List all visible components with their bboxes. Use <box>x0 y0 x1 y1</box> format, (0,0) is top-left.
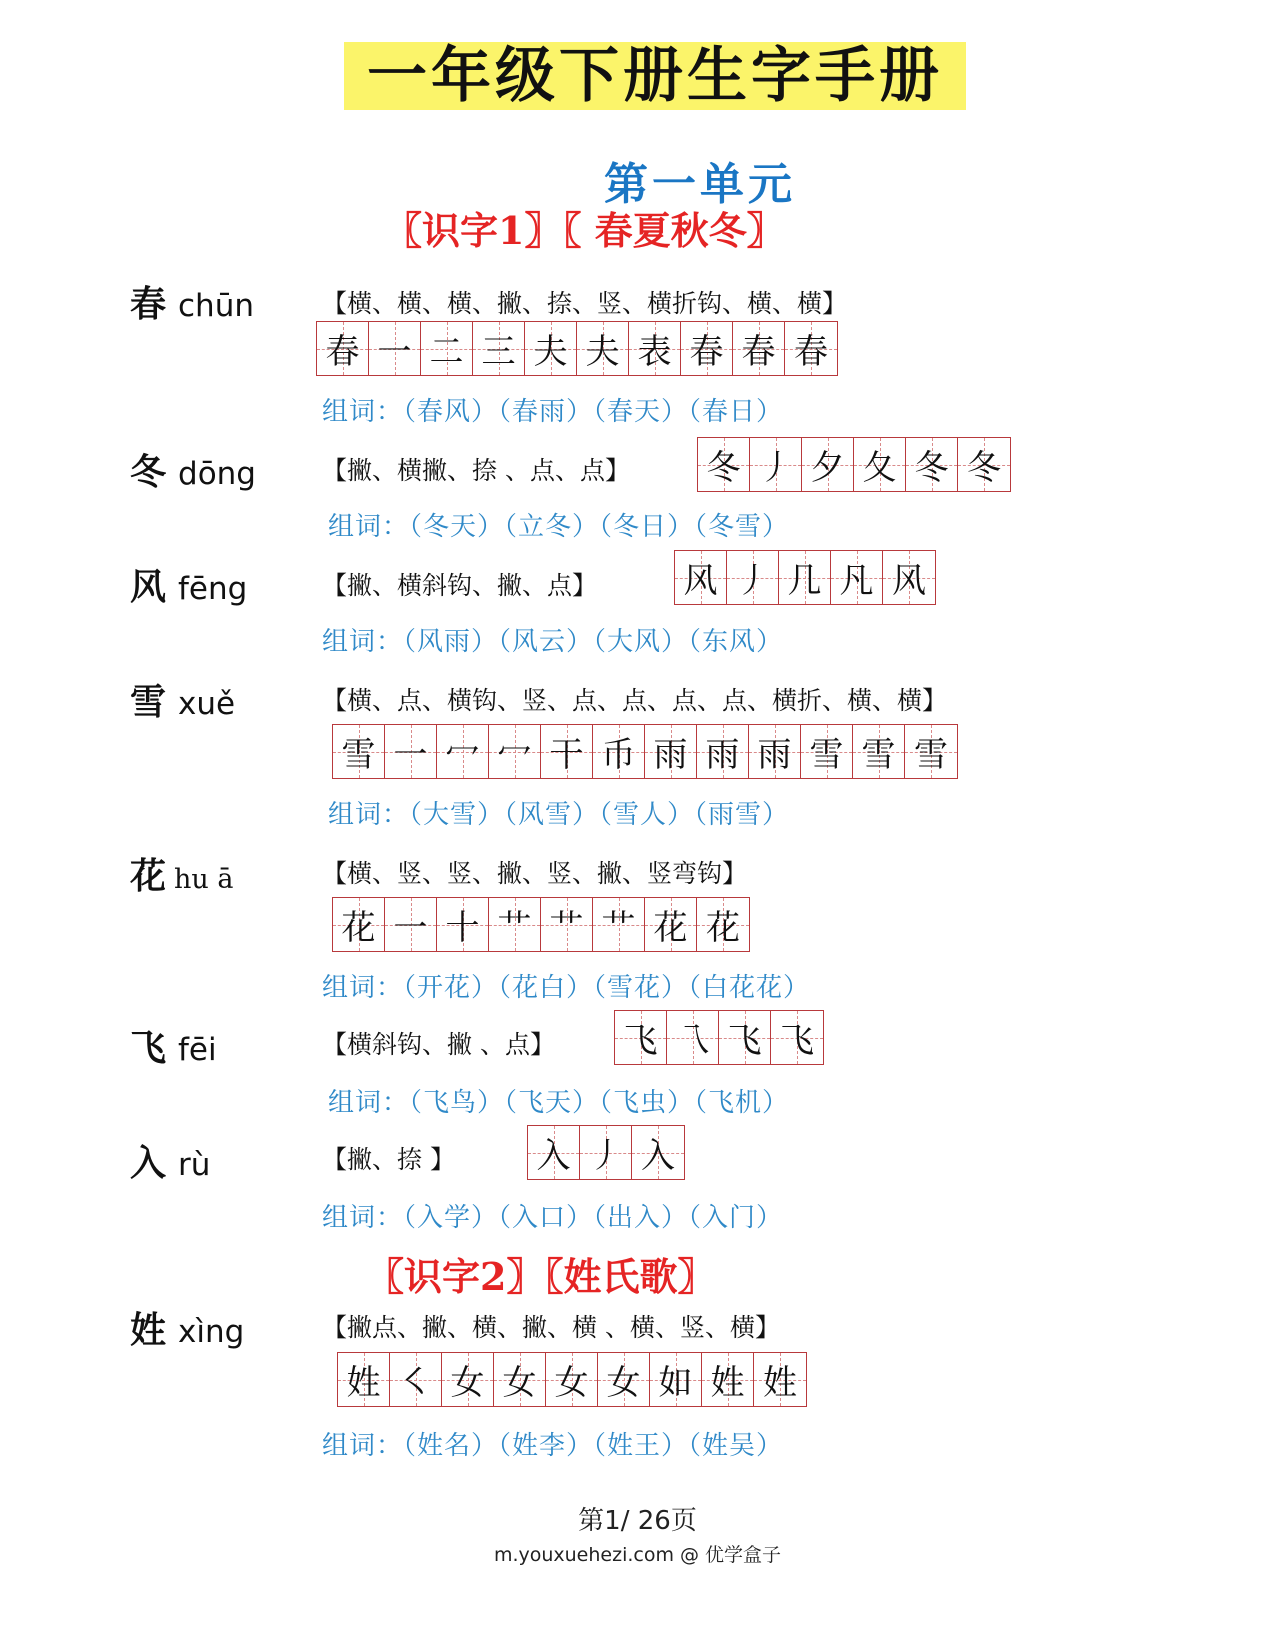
grid-cell: 十 <box>437 898 489 951</box>
character: 冬 <box>130 451 167 493</box>
word-list: 组词：（开花）（花白）（雪花）（白花花） <box>322 973 811 1003</box>
character: 春 <box>130 283 167 325</box>
lesson-heading-2: 〖识字2〗〖姓氏歌〗 <box>366 1254 716 1299</box>
stroke-order-text: 【横、点、横钩、竖、点、点、点、点、横折、横、横】 <box>322 686 948 715</box>
grid-cell: 姓 <box>338 1353 390 1406</box>
pinyin: fēi <box>178 1032 217 1068</box>
grid-cell: 雪 <box>333 725 385 778</box>
stroke-order-text: 【撇点、撇、横、撇、横 、横、竖、横】 <box>322 1313 780 1342</box>
char-entry-feng <box>130 559 247 610</box>
word-list: 组词：（大雪）（风雪）（雪人）（雨雪） <box>328 800 790 830</box>
character: 雪 <box>130 681 167 723</box>
grid-cell: 一 <box>369 322 421 375</box>
grid-cell: 丿 <box>727 551 779 604</box>
word-list: 组词：（飞鸟）（飞天）（飞虫）（飞机） <box>328 1088 790 1118</box>
stroke-grid <box>614 1010 824 1065</box>
grid-cell: 花 <box>697 898 749 951</box>
grid-cell: 凡 <box>831 551 883 604</box>
grid-cell: 冖 <box>489 725 541 778</box>
grid-cell: 雪 <box>853 725 905 778</box>
grid-cell: 艹 <box>489 898 541 951</box>
character: 入 <box>130 1142 167 1184</box>
pinyin: rù <box>178 1147 211 1183</box>
unit-heading: 第一单元 <box>604 159 796 210</box>
document-title: 一年级下册生字手册 <box>344 42 966 110</box>
char-entry-fei <box>130 1020 217 1071</box>
grid-cell: 艹 <box>541 898 593 951</box>
character: 风 <box>130 566 167 608</box>
grid-cell: 风 <box>675 551 727 604</box>
grid-cell: 币 <box>593 725 645 778</box>
grid-cell: 二 <box>421 322 473 375</box>
character: 飞 <box>130 1027 167 1069</box>
site-credit: m.youxuehezi.com @ 优学盒子 <box>493 1544 782 1566</box>
grid-cell: 女 <box>546 1353 598 1406</box>
grid-cell: 如 <box>650 1353 702 1406</box>
grid-cell: 入 <box>528 1126 580 1179</box>
char-entry-chun <box>130 276 254 327</box>
grid-cell: 三 <box>473 322 525 375</box>
word-list: 组词：（姓名）（姓李）（姓王）（姓吴） <box>322 1431 784 1461</box>
char-entry-hua <box>130 848 233 899</box>
grid-cell: 飞 <box>615 1011 667 1064</box>
pinyin: xuě <box>178 686 236 722</box>
stroke-order-text: 【撇、横撇、捺 、点、点】 <box>322 456 630 485</box>
char-entry-xue <box>130 674 235 725</box>
grid-cell: 夫 <box>525 322 577 375</box>
grid-cell: 雨 <box>645 725 697 778</box>
word-list: 组词：（风雨）（风云）（大风）（东风） <box>322 627 784 657</box>
word-list: 组词：（入学）（入口）（出入）（入门） <box>322 1203 784 1233</box>
char-entry-dong <box>130 444 256 495</box>
grid-cell: 飞 <box>719 1011 771 1064</box>
lesson-heading-1: 〖识字1〗〖 春夏秋冬〗 <box>384 208 785 253</box>
stroke-grid <box>337 1352 807 1407</box>
character: 姓 <box>130 1309 167 1351</box>
stroke-grid <box>332 897 750 952</box>
stroke-grid <box>316 321 838 376</box>
stroke-order-text: 【撇、横斜钩、撇、点】 <box>322 571 598 600</box>
grid-cell: 春 <box>785 322 837 375</box>
grid-cell: 乁 <box>667 1011 719 1064</box>
grid-cell: 春 <box>733 322 785 375</box>
pinyin: dōng <box>178 456 256 492</box>
stroke-order-text: 【撇、捺 】 <box>322 1145 455 1174</box>
grid-cell: 春 <box>681 322 733 375</box>
grid-cell: 冖 <box>437 725 489 778</box>
pinyin: hu ā <box>174 864 234 895</box>
char-entry-xing <box>130 1302 244 1353</box>
stroke-grid <box>697 437 1011 492</box>
grid-cell: 夕 <box>802 438 854 491</box>
stroke-grid <box>332 724 958 779</box>
grid-cell: 丿 <box>750 438 802 491</box>
character: 花 <box>130 855 167 897</box>
grid-cell: 姓 <box>702 1353 754 1406</box>
grid-cell: 雪 <box>801 725 853 778</box>
grid-cell: 风 <box>883 551 935 604</box>
word-list: 组词：（春风）（春雨）（春天）（春日） <box>322 397 784 427</box>
stroke-order-text: 【横斜钩、撇 、点】 <box>322 1030 555 1059</box>
grid-cell: 花 <box>333 898 385 951</box>
grid-cell: 雨 <box>749 725 801 778</box>
grid-cell: 花 <box>645 898 697 951</box>
stroke-grid <box>674 550 936 605</box>
grid-cell: 冬 <box>906 438 958 491</box>
grid-cell: 丿 <box>580 1126 632 1179</box>
grid-cell: ㇛ <box>390 1353 442 1406</box>
word-list: 组词：（冬天）（立冬）（冬日）（冬雪） <box>328 512 790 542</box>
grid-cell: 雪 <box>905 725 957 778</box>
grid-cell: 雨 <box>697 725 749 778</box>
grid-cell: 姓 <box>754 1353 806 1406</box>
grid-cell: 冬 <box>698 438 750 491</box>
grid-cell: 女 <box>598 1353 650 1406</box>
grid-cell: 干 <box>541 725 593 778</box>
pinyin: chūn <box>178 288 255 324</box>
grid-cell: 一 <box>385 898 437 951</box>
stroke-order-text: 【横、横、横、撇、捺、竖、横折钩、横、横】 <box>322 289 848 318</box>
pinyin: fēng <box>178 571 248 607</box>
pinyin: xìng <box>178 1314 245 1350</box>
grid-cell: 女 <box>442 1353 494 1406</box>
grid-cell: 表 <box>629 322 681 375</box>
grid-cell: 夫 <box>577 322 629 375</box>
grid-cell: 入 <box>632 1126 684 1179</box>
page-number: 第1/ 26页 <box>578 1506 697 1536</box>
stroke-order-text: 【横、竖、竖、撇、竖、撇、竖弯钩】 <box>322 859 748 888</box>
grid-cell: 冬 <box>958 438 1010 491</box>
grid-cell: 女 <box>494 1353 546 1406</box>
stroke-grid <box>527 1125 685 1180</box>
grid-cell: 夂 <box>854 438 906 491</box>
grid-cell: 春 <box>317 322 369 375</box>
grid-cell: 几 <box>779 551 831 604</box>
grid-cell: 一 <box>385 725 437 778</box>
grid-cell: 艹 <box>593 898 645 951</box>
char-entry-ru <box>130 1135 210 1186</box>
grid-cell: 飞 <box>771 1011 823 1064</box>
